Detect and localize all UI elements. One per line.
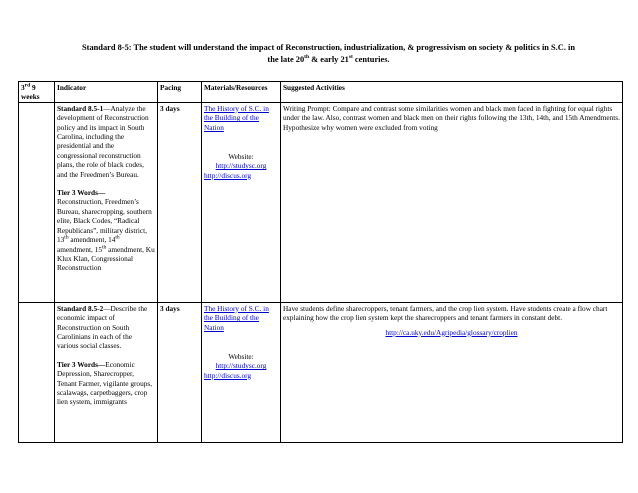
title-line-2 — [46, 54, 611, 66]
weeks-cell — [19, 82, 55, 103]
col-materials-header: Materials/Resources — [202, 82, 281, 103]
empty-cell — [19, 102, 55, 302]
website-label: Website: — [228, 152, 254, 162]
discus-link[interactable]: http://discus.org — [204, 170, 252, 180]
indicator-text: —Describe the economic impact of Reconstruction on South Carolinians in each of the various social classes. — [57, 303, 148, 351]
activity-cell — [281, 302, 623, 442]
materials-cell — [202, 302, 281, 442]
page-title — [46, 42, 611, 66]
header-row — [19, 82, 623, 103]
tier-dash: — — [97, 359, 106, 369]
table-row — [19, 102, 623, 302]
title-text: & early 21 — [309, 55, 349, 64]
pacing-cell: 3 days — [158, 102, 202, 302]
tier-dash: — — [97, 188, 106, 198]
title-text: centuries. — [352, 55, 390, 64]
tier-sup: th — [64, 234, 69, 241]
indicator-text: —Analyze the development of Reconstruction policy and its impact in South Carolina, including the presidential and the congressional reconstruction plans, the role of black codes, and the Freedmen’s Bureau. — [57, 103, 149, 179]
studysc-link[interactable]: http://studysc.org — [215, 161, 267, 171]
tier-label: Tier 3 Words — [57, 359, 98, 369]
tier-words-text: amendment, 15 — [57, 244, 102, 254]
website-label: Website: — [228, 352, 254, 362]
col-indicator-header: Indicator — [55, 82, 158, 103]
title-sup: th — [304, 54, 310, 61]
croplien-link[interactable]: http://ca.uky.edu/Agripedia/glossary/croplien — [385, 327, 518, 337]
tier-words: Economic Depression, Sharecropper, Tenant Farmer, vigilante groups, scalawags, carpetbaggers, crop lien system, immigrants — [57, 359, 153, 407]
table-row — [19, 302, 623, 442]
weeks-text: 3 — [21, 83, 25, 92]
material-title-link[interactable]: The History of S.C. in the Building of the Nation — [204, 303, 269, 332]
indicator-cell — [55, 102, 158, 302]
indicator-cell — [55, 302, 158, 442]
title-line-1: Standard 8-5: The student will understand the impact of Reconstruction, industrialization, & progressivism on society & politics in S.C. in — [82, 43, 575, 52]
discus-link[interactable]: http://discus.org — [204, 370, 252, 380]
materials-cell — [202, 102, 281, 302]
title-sup: st — [348, 54, 353, 61]
tier-sup: th — [102, 244, 107, 251]
activity-cell: Writing Prompt: Compare and contrast some similarities women and black men faced in fighting for equal rights under the law. Also, contrast women and black men on their rights following the 13th, 14th, and 15th Amendments. Hypothesize why women were excluded from voting — [281, 102, 623, 302]
standard-code: Standard 8.5-1 — [57, 103, 104, 113]
pacing-cell: 3 days — [158, 302, 202, 442]
tier-sup: th — [115, 234, 120, 241]
tier-words-text: amendment, Ku Klux Klan, Congressional Reconstruction — [57, 244, 155, 273]
empty-cell — [19, 302, 55, 442]
tier-words — [57, 197, 155, 272]
weeks-sup: rd — [24, 82, 31, 89]
curriculum-table — [18, 81, 623, 443]
col-activities-header: Suggested Activities — [281, 82, 623, 103]
activity-text: Have students define sharecroppers, tenant farmers, and the crop lien system. Have students create a flow chart explaining how the crop lien system kept the sharecroppers and tenant farmers in constant debt. — [283, 303, 608, 323]
weeks-text: 9 — [30, 83, 36, 92]
tier-label: Tier 3 Words — [57, 188, 98, 198]
tier-words-text: amendment, 14 — [68, 235, 116, 245]
standard-code: Standard 8.5-2 — [57, 303, 104, 313]
material-title-link[interactable]: The History of S.C. in the Building of the Nation — [204, 103, 269, 132]
studysc-link[interactable]: http://studysc.org — [215, 361, 267, 371]
col-pacing-header: Pacing — [158, 82, 202, 103]
tier-words-text: Reconstruction, Freedmen’s Bureau, sharecropping, southern elite, Black Codes, “Radical Republicans”, military district, 13 — [57, 197, 152, 245]
weeks-label: weeks — [21, 92, 40, 102]
title-text: the late 20 — [267, 55, 305, 64]
